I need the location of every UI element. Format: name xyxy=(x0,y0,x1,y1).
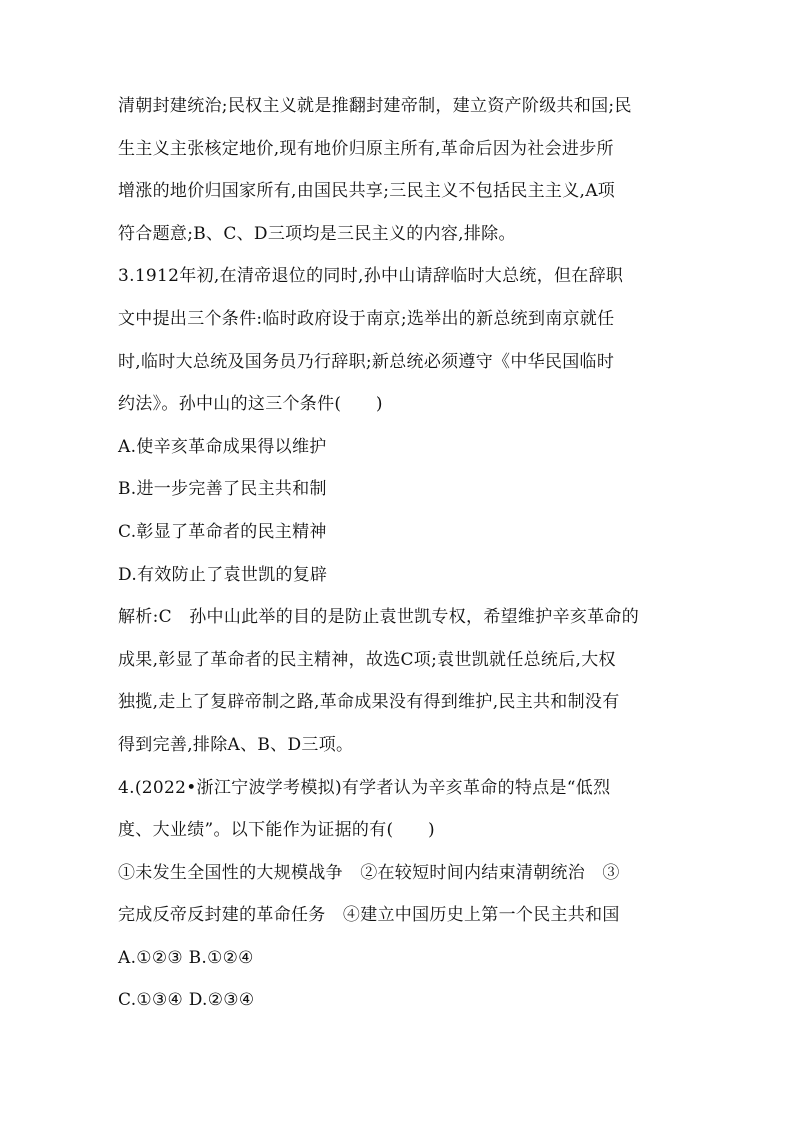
text-line: 约法》。孙中山的这三个条件( ) xyxy=(118,394,383,415)
statement-line: 完成反帝反封建的革命任务 ④建立中国历史上第一个民主共和国 xyxy=(118,905,620,926)
option-d: D.有效防止了袁世凯的复辟 xyxy=(118,564,328,585)
text-line: 文中提出三个条件:临时政府设于南京;选举出的新总统到南京就任 xyxy=(118,308,615,329)
analysis-line: 解析:C 孙中山此举的目的是防止袁世凯专权，希望维护辛亥革命的 xyxy=(118,607,640,628)
option-b: B.进一步完善了民主共和制 xyxy=(118,479,327,500)
text-line: 增涨的地价归国家所有,由国民共享;三民主义不包括民主主义,A项 xyxy=(118,181,616,202)
question-3-stem: 3.1912年初,在清帝退位的同时,孙中山请辞临时大总统，但在辞职 xyxy=(118,266,624,287)
text-line: 成果,彰显了革命者的民主精神，故选C项;袁世凯就任总统后,大权 xyxy=(118,649,616,670)
text-line: 独揽,走上了复辟帝制之路,革命成果没有得到维护,民主共和制没有 xyxy=(118,692,620,713)
options-cd: C.①③④ D.②③④ xyxy=(118,990,255,1011)
text-line: 得到完善,排除A、B、D三项。 xyxy=(118,734,354,755)
option-c: C.彰显了革命者的民主精神 xyxy=(118,521,327,542)
statement-line: ①未发生全国性的大规模战争 ②在较短时间内结束清朝统治 ③ xyxy=(118,862,620,883)
document-body xyxy=(118,96,678,1011)
question-4-stem: 4.(2022•浙江宁波学考模拟)有学者认为辛亥革命的特点是“低烈 xyxy=(118,777,611,798)
text-line: 生主义主张核定地价,现有地价归原主所有,革命后因为社会进步所 xyxy=(118,138,614,159)
options-ab: A.①②③ B.①②④ xyxy=(118,947,254,968)
text-line: 时,临时大总统及国务员乃行辞职;新总统必须遵守《中华民国临时 xyxy=(118,351,615,372)
text-line: 度、大业绩”。以下能作为证据的有( ) xyxy=(118,820,435,841)
option-a: A.使辛亥革命成果得以维护 xyxy=(118,436,327,457)
text-line: 符合题意;B、C、D三项均是三民主义的内容,排除。 xyxy=(118,223,516,244)
text-line: 清朝封建统治;民权主义就是推翻封建帝制，建立资产阶级共和国;民 xyxy=(118,96,632,116)
